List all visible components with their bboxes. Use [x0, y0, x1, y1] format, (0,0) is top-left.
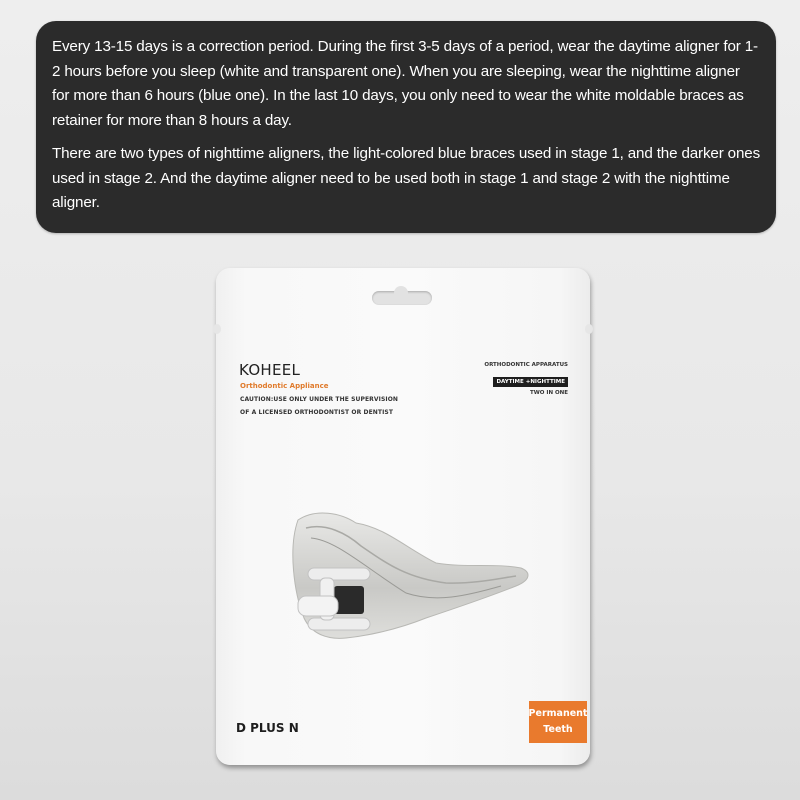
brand-name: KOHEEL: [239, 361, 301, 379]
apparatus-label-line1: ORTHODONTIC APPARATUS: [484, 362, 568, 368]
brand-subtitle: Orthodontic Appliance: [240, 382, 329, 390]
aligner-image: [246, 468, 560, 668]
tear-notch-left: [213, 324, 221, 334]
caution-text-line2: OF A LICENSED ORTHODONTIST OR DENTIST: [240, 409, 394, 416]
instruction-text-box: [36, 21, 776, 233]
caution-text-line1: CAUTION:USE ONLY UNDER THE SUPERVISION: [240, 396, 399, 403]
hang-hole: [372, 291, 432, 305]
badge-line2: Teeth: [543, 724, 573, 735]
apparatus-label: [484, 362, 568, 396]
instruction-paragraph-1: Every 13-15 days is a correction period. During the first 3-5 days of a period, wear the daytime aligner for 1-2 hours before you sleep (white and transparent one). When you are sleeping, wear the nighttime aligner for more than 6 hours (blue one). In the last 10 days, you only need to wear the white moldable braces as retainer for more than 8 hours a day.: [52, 38, 758, 129]
badge-line1: Permanent: [528, 708, 588, 719]
product-package: [216, 268, 590, 765]
permanent-teeth-badge: [529, 701, 587, 743]
apparatus-label-line2: DAYTIME +NIGHTTIME: [493, 377, 568, 387]
tear-notch-right: [585, 324, 593, 334]
product-name: D PLUS N: [236, 721, 299, 735]
instruction-paragraph-2: There are two types of nighttime aligners, the light-colored blue braces used in stage 1, and the darker ones used in stage 2. And the daytime aligner need to be used both in stage 1 and stage 2 with the nighttime aligner.: [52, 145, 761, 211]
apparatus-label-line3: TWO IN ONE: [529, 390, 568, 396]
